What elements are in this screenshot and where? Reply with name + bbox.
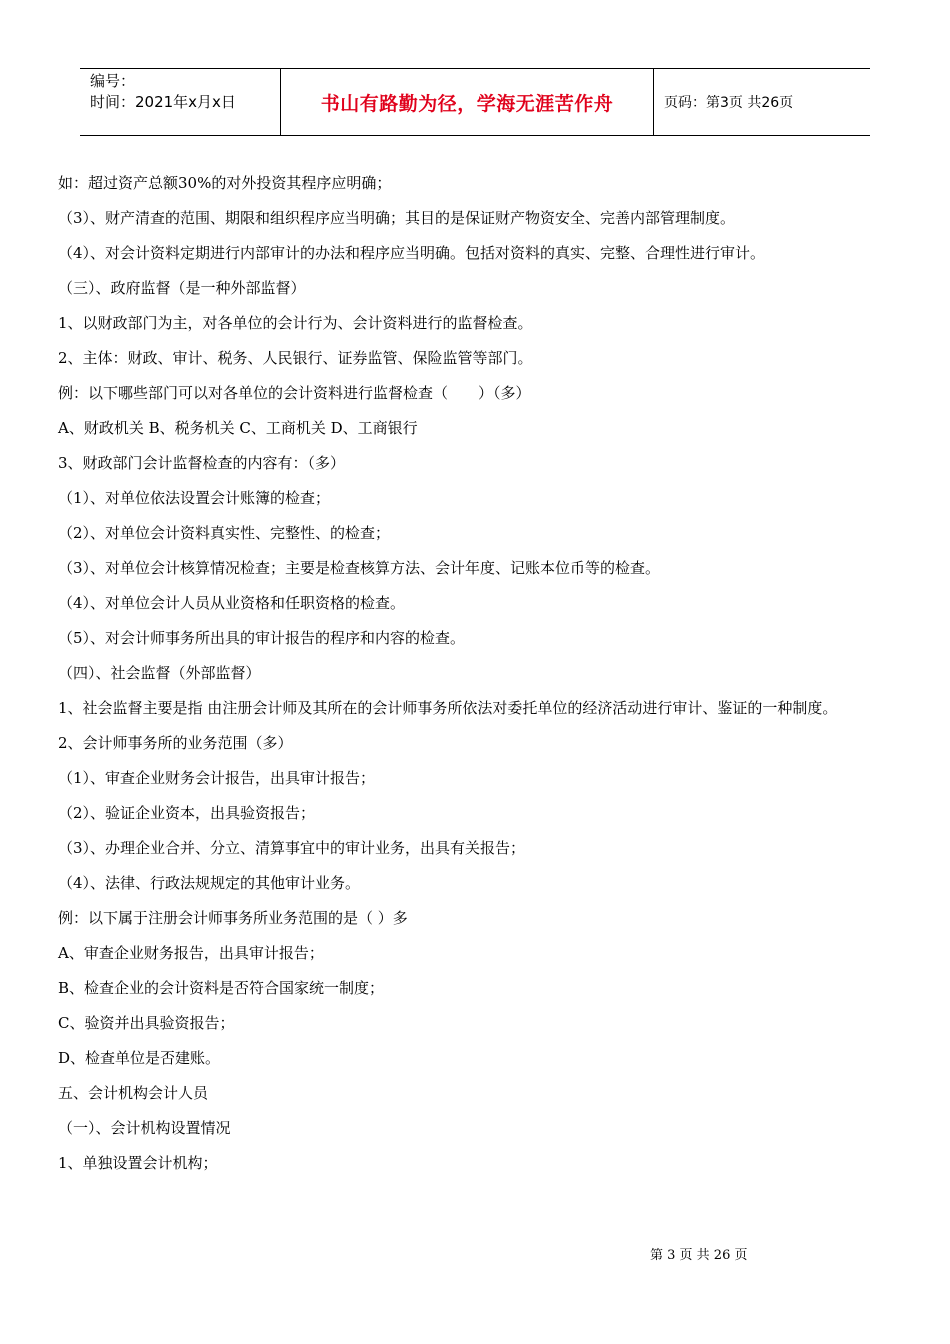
body-line: （四）、社会监督（外部监督） <box>58 664 261 682</box>
body-line: A、审查企业财务报告，出具审计报告； <box>58 944 324 962</box>
header-meta <box>80 69 281 135</box>
body-line: （3）、财产清查的范围、期限和组织程序应当明确；其目的是保证财产物资安全、完善内部管理制度。 <box>58 209 736 227</box>
body-line: A、财政机关 B、税务机关 C、工商机关 D、工商银行 <box>58 419 418 437</box>
body-line: 1、以财政部门为主，对各单位的会计行为、会计资料进行的监督检查。 <box>58 314 533 332</box>
body-line: （三）、政府监督（是一种外部监督） <box>58 279 306 297</box>
body-line: （4）、对单位会计人员从业资格和任职资格的检查。 <box>58 594 406 612</box>
header-page-number: 页码：第3页 共26页 <box>664 95 794 111</box>
body-line: （4）、法律、行政法规规定的其他审计业务。 <box>58 874 361 892</box>
body-line: 例：以下属于注册会计师事务所业务范围的是（ ）多 <box>58 909 408 927</box>
body-line: D、检查单位是否建账。 <box>58 1049 221 1067</box>
page-footer: 第 3 页 共 26 页 <box>650 1248 748 1263</box>
body-line: 1、单独设置会计机构； <box>58 1154 218 1172</box>
body-line: （1）、对单位依法设置会计账簿的检查； <box>58 489 331 507</box>
body-line: （一）、会计机构设置情况 <box>58 1119 231 1137</box>
document-time-label: 时间：2021年x月x日 <box>90 93 236 111</box>
body-line: （4）、对会计资料定期进行内部审计的办法和程序应当明确。包括对资料的真实、完整、合理性进行审计。 <box>58 244 766 262</box>
body-line: （1）、审查企业财务会计报告，出具审计报告； <box>58 769 376 787</box>
body-line: 五、会计机构会计人员 <box>58 1084 209 1102</box>
document-number-label: 编号： <box>90 72 136 90</box>
body-line: （5）、对会计师事务所出具的审计报告的程序和内容的检查。 <box>58 629 466 647</box>
body-line: （2）、对单位会计资料真实性、完整性、的检查； <box>58 524 391 542</box>
body-line: 例：以下哪些部门可以对各单位的会计资料进行监督检查（ ）（多） <box>58 384 531 402</box>
page-header <box>80 68 870 136</box>
body-line: 如：超过资产总额30%的对外投资其程序应明确； <box>58 174 392 192</box>
body-line: 2、主体：财政、审计、税务、人民银行、证券监管、保险监管等部门。 <box>58 349 533 367</box>
body-line: （2）、验证企业资本，出具验资报告； <box>58 804 316 822</box>
document-body <box>58 166 893 1181</box>
body-line: B、检查企业的会计资料是否符合国家统一制度； <box>58 979 385 997</box>
body-line: 1、社会监督主要是指 由注册会计师及其所在的会计师事务所依法对委托单位的经济活动进行审计、鉴证的一种制度。 <box>58 699 838 717</box>
body-line: （3）、对单位会计核算情况检查；主要是检查核算方法、会计年度、记账本位币等的检查。 <box>58 559 661 577</box>
body-line: 2、会计师事务所的业务范围（多） <box>58 734 293 752</box>
body-line: 3、财政部门会计监督检查的内容有：（多） <box>58 454 346 472</box>
body-line: （3）、办理企业合并、分立、清算事宜中的审计业务，出具有关报告； <box>58 839 526 857</box>
header-motto: 书山有路勤为径，学海无涯苦作舟 <box>281 69 654 135</box>
body-line: C、验资并出具验资报告； <box>58 1014 235 1032</box>
